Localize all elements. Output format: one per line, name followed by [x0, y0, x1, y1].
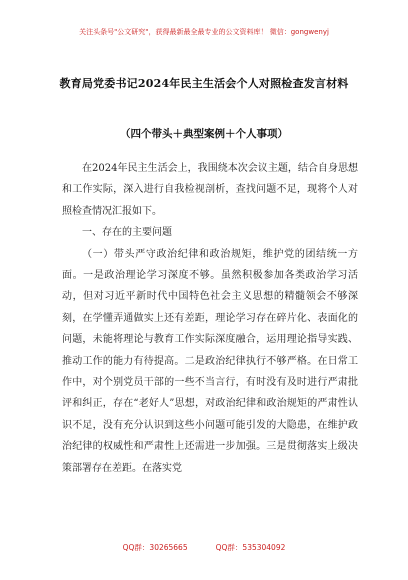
footer-qq-group-2: QQ群：535304092: [215, 543, 286, 552]
footer-qq-group-1: QQ群：30265665: [122, 543, 188, 552]
document-body: [62, 158, 358, 479]
footer-contact: [0, 542, 408, 553]
document-title: 教育局党委书记2024年民主生活会个人对照检查发言材料: [59, 77, 349, 90]
document-subtitle: （四个带头＋典型案例＋个人事项）: [120, 128, 288, 140]
paragraph-issue-1: （一）带头严守政治纪律和政治规矩，维护党的团结统一方面。一是政治理论学习深度不够。虽然积极参加各类政治学习活动，但对习近平新时代中国特色社会主义思想的精髓领会不够深刻，在学懂弄通做实上还有差距，理论学习存在碎片化、表面化的问题，未能将理论与教育工作实际深度融合，运用理论指导实践、推动工作的能力有待提高。二是政治纪律执行不够严格。在日常工作中，对个别党员干部的一些不当言行，有时没有及时进行严肃批评和纠正，存在“老好人”思想，对政治纪律和政治规矩的严肃性认识不足，没有充分认识到这些小问题可能引发的大隐患，在维护政治纪律的权威性和严肃性上还需进一步加强。三是贯彻落实上级决策部署存在差距。在落实党: [62, 248, 358, 474]
section-heading: 一、存在的主要问题: [82, 227, 172, 239]
paragraph-intro: 在2024年民主生活会上，我围绕本次会议主题，结合自身思想和工作实际，深入进行自我检视剖析，查找问题不足，现将个人对照检查情况汇报如下。: [62, 163, 358, 217]
header-promo-banner: 关注头条号"公文研究"，获得最新最全最专业的公文资料库！ 微信：gongwenyj: [79, 28, 329, 36]
